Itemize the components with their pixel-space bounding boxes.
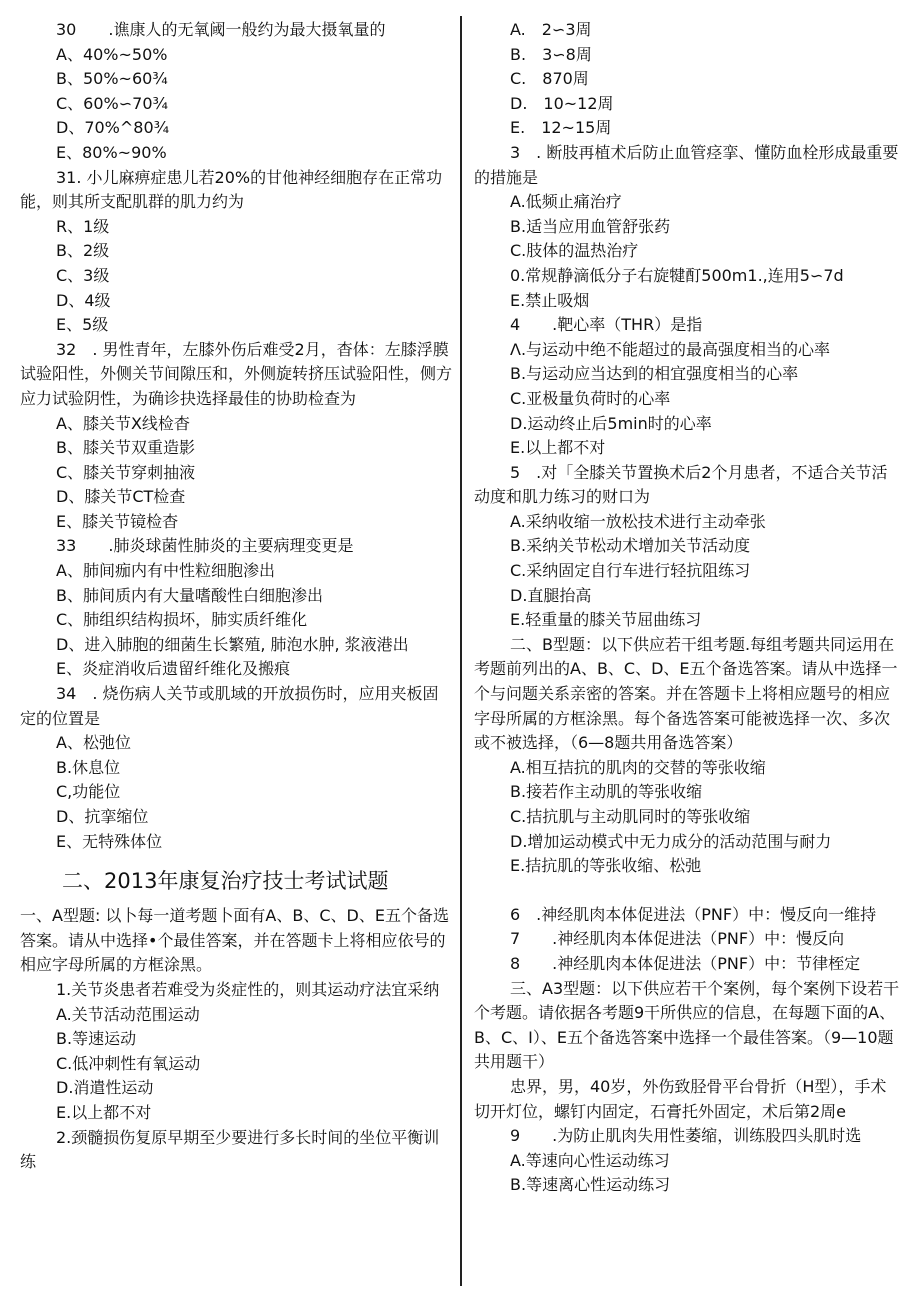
option-line: A、膝关节X线检杳 bbox=[56, 413, 190, 433]
question-text: 31. 小儿麻痹症患儿若20%的甘他神经细胞存在正常功能，则其所支配肌群的肌力约为 bbox=[20, 167, 443, 212]
option-line: E. 12~15周 bbox=[510, 118, 612, 138]
option-line: B、膝关节双重造影 bbox=[56, 438, 195, 458]
option-line: D、膝关节CT检查 bbox=[56, 487, 186, 507]
option-line: 8 .神经肌肉本体促进法（PNF）中：节律桎定 bbox=[510, 953, 861, 973]
question-text: 二、B型题：以下供应若干组考题.每组考题共同运用在考题前列出的A、B、C、D、E五个备选答案。请从中选择一个与问题关系亲密的答案。并在答题卡上将相应题号的相应字母所属的方框涂黑。每个备选答案可能被选择一次、多次或不被选择，（6—8题共用备选答案） bbox=[474, 634, 898, 753]
left-question-block bbox=[20, 18, 452, 854]
option-line: Λ.与运动中绝不能超过的最高强度相当的心率 bbox=[510, 339, 831, 359]
option-line: E、膝关节镜检杳 bbox=[56, 511, 179, 531]
option-line: D、抗挛缩位 bbox=[56, 807, 149, 826]
question-text: 34 . 烧伤病人关节或肌域的开放损伤时，应用夹板固定的位置是 bbox=[20, 684, 439, 728]
left-column bbox=[20, 18, 452, 1175]
option-line: D.运动终止后5min时的心率 bbox=[510, 413, 712, 433]
question-text: 5 .对「全膝关节置换术后2个月患者，不适合关节活动度和肌力练习的财口为 bbox=[474, 462, 888, 507]
option-line: 33 .肺炎球菌性肺炎的主要病理变更是 bbox=[56, 536, 354, 556]
option-line: E、5级 bbox=[56, 315, 109, 335]
option-line: A.等速向心性运动练习 bbox=[510, 1150, 670, 1170]
option-line: A、松弛位 bbox=[56, 733, 131, 753]
option-line: D、70%^80¾ bbox=[56, 118, 170, 138]
option-line: C.肢体的温热治疗 bbox=[510, 241, 639, 261]
option-line: A、肺间痂内有中性粒细胞渗出 bbox=[56, 561, 275, 581]
question-text: 2.颈髓损伤复原早期至少要进行多长时间的坐位平衡训练 bbox=[20, 1127, 440, 1172]
option-line: A.关节活动范围运动 bbox=[56, 1004, 200, 1024]
question-text: 三、A3型题：以下供应若干个案例，每个案例下设若干个考题。请依据各考题9干所供应的信息，在每题下面的A、B、C、I）、E五个备选答案中选择一个最佳答案。（9—10题共用题干） bbox=[474, 978, 900, 1072]
option-line: A、40%~50% bbox=[56, 44, 168, 64]
question-text: 3 . 断肢再植术后防止血管痉挛、懂防血栓形成最重要的措施是 bbox=[474, 142, 899, 187]
question-text: 1.关节炎患者若难受为炎症性的，则其运动疗法宜采纳 bbox=[56, 979, 440, 999]
option-line: D. 10~12周 bbox=[510, 93, 614, 113]
option-line: C.采纳固定自行车进行轻抗阻练习 bbox=[510, 561, 751, 581]
option-line: 4 .靶心率（THR）是指 bbox=[510, 315, 703, 335]
option-line: B.等速离心性运动练习 bbox=[510, 1175, 671, 1195]
right-column bbox=[474, 18, 902, 1198]
option-line: B.休息位 bbox=[56, 757, 121, 777]
option-line: E.禁止吸烟 bbox=[510, 290, 590, 310]
option-line: D、4级 bbox=[56, 290, 111, 310]
option-line: 7 .神经肌肉本体促进法（PNF）中：慢反向 bbox=[510, 929, 845, 949]
option-line: C,功能位 bbox=[56, 782, 121, 802]
option-line: C、肺组织结构损坏，肺实质纤维化 bbox=[56, 610, 308, 630]
section-title: 二、2013年康复治疗技士考试试题 bbox=[62, 869, 389, 894]
option-line: D.消遣性运动 bbox=[56, 1078, 154, 1098]
option-line: A.相互拮抗的肌肉的交替的等张收缩 bbox=[510, 757, 766, 777]
option-line: B.适当应用血管舒张药 bbox=[510, 216, 671, 236]
question-text: 9 .为防止肌肉失用性萎缩，训练股四头肌时选 bbox=[510, 1126, 862, 1146]
option-line: B.采纳关节松动术增加关节活动度 bbox=[510, 536, 751, 556]
option-line: E.轻重量的膝关节屈曲练习 bbox=[510, 610, 702, 630]
option-line: C、3级 bbox=[56, 265, 110, 285]
option-line: E、无特殊体位 bbox=[56, 831, 163, 851]
option-line: A.低频止痛治疗 bbox=[510, 192, 622, 212]
instruction-paragraph: 一、A型题: 以卜每一道考题卜面有A、B、C、D、E五个备选答案。请从中选择•个最佳答案，并在答题卡上将相应依号的相应字母所属的方框涂黑。 bbox=[20, 906, 449, 975]
option-line: E.以上都不对 bbox=[56, 1102, 152, 1122]
option-line: C.低冲刺性有氧运动 bbox=[56, 1053, 201, 1073]
option-line: C.亚极量负荷时的心率 bbox=[510, 388, 671, 408]
option-line: E.拮抗肌的等张收缩、松弛 bbox=[510, 856, 702, 876]
option-line: C. 870周 bbox=[510, 69, 589, 89]
option-line: A.采纳收缩一放松技术进行主动牵张 bbox=[510, 511, 766, 531]
option-line: C、膝关节穿刺抽液 bbox=[56, 462, 196, 482]
option-line: B、50%~60¾ bbox=[56, 69, 168, 89]
option-line: E、80%~90% bbox=[56, 142, 167, 162]
blank-line bbox=[474, 879, 902, 903]
option-line: B、2级 bbox=[56, 241, 110, 261]
question-text: 32 . 男性青年，左膝外伤后难受2月，杳体：左膝浮膜试验阳性，外侧关节间隙压和，外侧旋转挤压试验阳性，侧方应力试验阴性，为确诊抉选择最佳的协助检查为 bbox=[20, 339, 453, 408]
question-text: 6 .神经肌肉本体促进法（PNF）中：慢反向一维持 bbox=[510, 904, 877, 924]
option-line: 30 .谯康人的无氧阈一般约为最大摄氧量的 bbox=[56, 20, 386, 39]
option-line: E.以上都不对 bbox=[510, 438, 606, 458]
left-exam-block bbox=[20, 904, 452, 1175]
right-question-block bbox=[474, 18, 902, 1198]
option-line: C、60%∽70¾ bbox=[56, 93, 169, 113]
question-text: 忠界，男，40岁，外伤致胫骨平台骨折（H型），手术切开灯位，螺钉内固定，石膏托外固定，术后第2周e bbox=[474, 1076, 887, 1121]
option-line: B.与运动应当达到的相宜强度相当的心率 bbox=[510, 364, 799, 384]
column-divider bbox=[460, 16, 462, 1286]
option-line: B.等速运动 bbox=[56, 1029, 137, 1049]
option-line: B. 3∽8周 bbox=[510, 44, 592, 64]
question-text: D、进入肺胞的细菌生长繁殖, 肺泡水肿, 浆液港出 bbox=[56, 634, 409, 654]
option-line: A. 2∽3周 bbox=[510, 20, 592, 39]
option-line: C.拮抗肌与主动肌同时的等张收缩 bbox=[510, 807, 751, 826]
option-line: B.接若作主动肌的等张收缩 bbox=[510, 782, 703, 802]
option-line: D.增加运动模式中无力成分的活动范围与耐力 bbox=[510, 831, 832, 851]
option-line: B、肺间质内有大量嗜酸性白细胞渗出 bbox=[56, 585, 323, 605]
option-line: E、炎症消收后遗留纤维化及搬痕 bbox=[56, 659, 291, 679]
option-line: 0.常规静滴低分子右旋犍酊500m1.,连用5∽7d bbox=[510, 265, 844, 285]
option-line: D.直腿抬高 bbox=[510, 585, 592, 605]
option-line: R、1级 bbox=[56, 216, 110, 236]
